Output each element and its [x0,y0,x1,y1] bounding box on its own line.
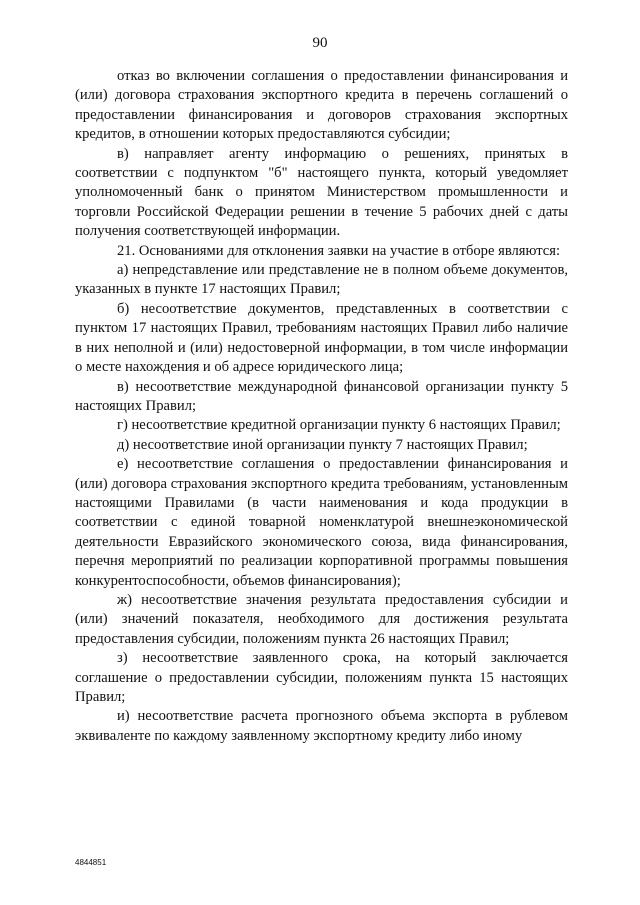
paragraph-item-a: а) непредставление или представление не в полном объеме документов, указанных в пункте 17 настоящих Правил; [75,262,568,298]
paragraph-item-zh: ж) несоответствие значения результата предоставления субсидии и (или) значений показателя, необходимого для достижения результата предоставления субсидии, положениям пункта 26 настоящих Правил; [75,591,568,647]
paragraph-item-e: е) несоответствие соглашения о предоставлении финансирования и (или) договора страхования экспортного кредита требованиям, установленным настоящими Правилами (в части наименования и кода продукции в соответствии с единой товарной номенклатурой внешнеэкономической деятельности Евразийского экономического союза, вида финансирования, перечня мероприятий по реализации корпоративной программы повышения конкурентоспособности, объемов финансирования); [75,456,568,589]
paragraph-item-g: г) несоответствие кредитной организации пункту 6 настоящих Правил; [117,417,561,434]
paragraph-item-v: в) направляет агенту информацию о решениях, принятых в соответствии с подпунктом "б" настоящего пункта, который уведомляет уполномоченный банк о принятом Министерством промышленности и торговли Российской Федерации решении в течение 5 рабочих дней с даты получения соответствующей информации. [75,145,568,240]
paragraph-clause-21: 21. Основаниями для отклонения заявки на участие в отборе являются: [117,242,561,259]
document-body [75,67,568,746]
paragraph-item-v2: в) несоответствие международной финансовой организации пункту 5 настоящих Правил; [75,378,568,414]
paragraph-item-z: з) несоответствие заявленного срока, на который заключается соглашение о предоставлении субсидии, положениям пункта 15 настоящих Правил; [75,650,568,705]
paragraph-item-d: д) несоответствие иной организации пункту 7 настоящих Правил; [117,436,528,453]
paragraph-continuation: отказ во включении соглашения о предоставлении финансирования и (или) договора страхования экспортного кредита в перечень соглашений о предоставлении финансирования и договоров страхования экспортных кредитов, в отношении которых предоставляются субсидии; [75,68,568,143]
paragraph-item-b: б) несоответствие документов, представленных в соответствии с пунктом 17 настоящих Правил, требованиям настоящих Правил либо наличие в них неполной и (или) недостоверной информации, в том числе информации о месте нахождения и об адресе юридического лица; [75,300,568,376]
page-number: 90 [312,35,328,51]
document-code: 4844851 [75,858,107,867]
paragraph-item-i: и) несоответствие расчета прогнозного объема экспорта в рублевом эквиваленте по каждому заявленному экспортному кредиту либо иному [75,708,568,744]
